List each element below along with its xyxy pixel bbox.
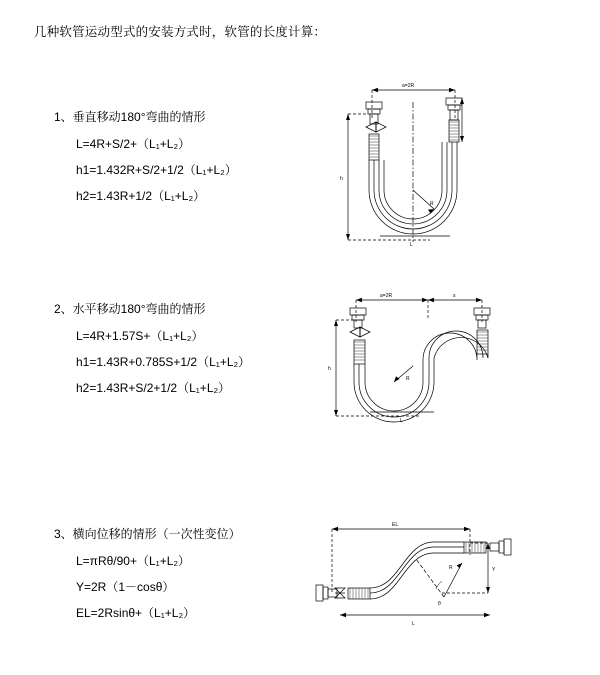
svg-text:Y: Y [492,567,496,573]
svg-text:R: R [406,376,410,382]
section-3-text [54,525,294,630]
section-2-formula-3: h2=1.43R+S/2+1/2（L₁+L₂） [76,381,231,395]
section-1-text [54,108,294,213]
svg-text:R: R [430,201,434,207]
svg-text:θ: θ [438,601,441,607]
section-3-formula-1: L=πRθ/90+（L₁+L₂） [76,554,191,568]
svg-text:L: L [412,621,415,627]
section-1-formula-2: h1=1.432R+S/2+1/2（L₁+L₂） [76,163,237,177]
svg-text:R: R [449,565,453,571]
svg-text:a=2R: a=2R [380,293,393,299]
svg-text:h: h [340,176,343,182]
section-1-title: 1、垂直移动180°弯曲的情形 [54,110,206,124]
section-1-formula-1: L=4R+S/2+（L₁+L₂） [76,137,191,151]
section-3-formula-3: EL=2Rsinθ+（L₁+L₂） [76,606,196,620]
section-2-formula-2: h1=1.43R+0.785S+1/2（L₁+L₂） [76,355,251,369]
lateral-offset-diagram [292,511,542,641]
svg-text:a=2R: a=2R [402,83,415,89]
horizontal-180-bend-diagram [310,286,550,446]
svg-text:EL: EL [392,522,399,528]
section-2-title: 2、水平移动180°弯曲的情形 [54,302,206,316]
section-3-title: 3、横向位移的情形（一次性变位） [54,527,241,541]
svg-text:L: L [400,418,403,424]
svg-text:L: L [410,242,413,248]
page-title: 几种软管运动型式的安装方式时，软管的长度计算： [34,25,327,39]
section-3-formula-2: Y=2R（1－cosθ） [76,580,175,594]
vertical-180-bend-diagram [310,72,550,252]
section-1-formula-3: h2=1.43R+1/2（L₁+L₂） [76,189,206,203]
section-2-text [54,300,294,405]
section-2-formula-1: L=4R+1.57S+（L₁+L₂） [76,329,204,343]
svg-text:h: h [328,366,331,372]
svg-text:s: s [453,293,456,299]
